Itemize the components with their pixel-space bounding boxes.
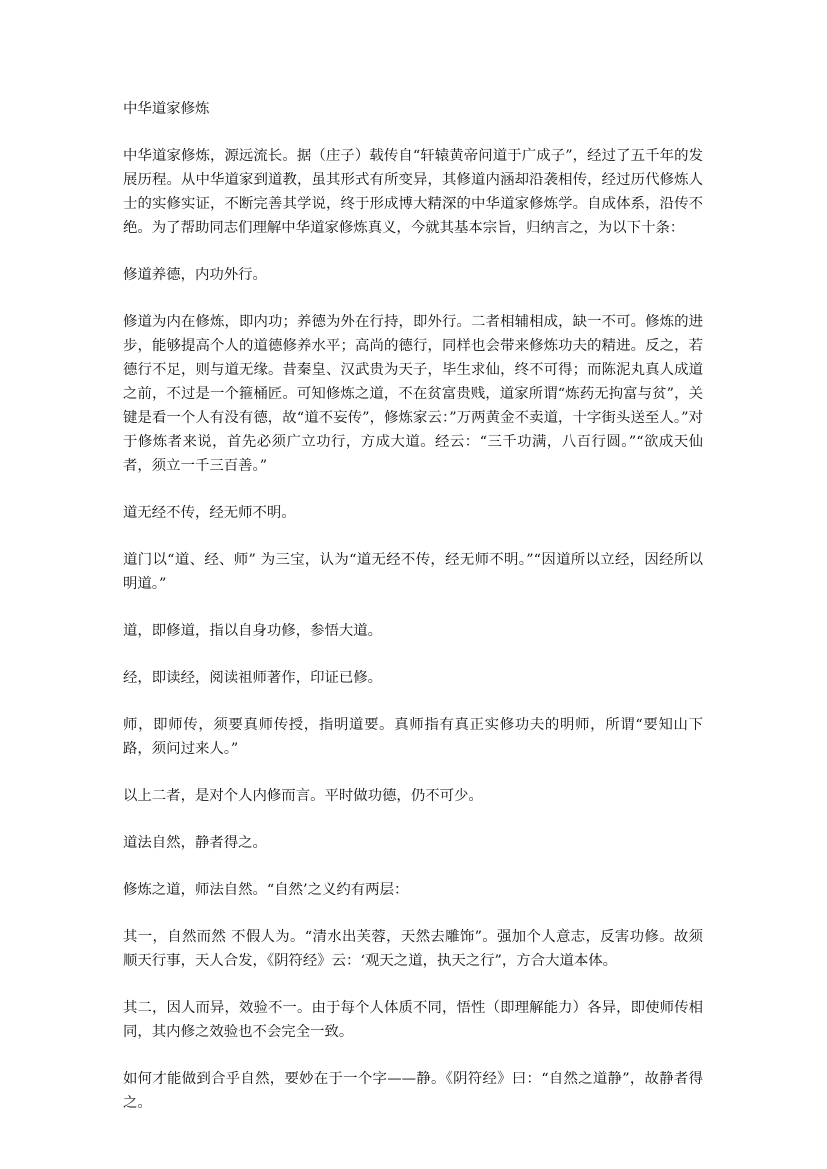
paragraph-scripture: 经，即读经，阅读祖师著作，印证已修。 [123,670,383,686]
paragraph-three-treasures: 道门以“道、经、师” 为三宝，认为“道无经不传，经无师不明。”“因道所以立经，因经所以明道。” [123,552,703,592]
paragraph-natural-second: 其二，因人而异，效验不一。由于每个人体质不同，悟性（即理解能力）各异，即使师传相同，其内修之效验也不会完全一致。 [123,1000,703,1040]
paragraph-natural-first: 其一，自然而然 不假人为。“清水出芙蓉，天然去雕饰”。强加个人意志，反害功修。故须顺天行事，天人合发，《阴符经》云：‘观天之道，执天之行”，方合大道本体。 [123,929,703,969]
paragraph-intro: 中华道家修炼，源远流长。据（庄子）载传自“轩辕黄帝问道于广成子”，经过了五千年的发展历程。从中华道家到道教，虽其形式有所变异，其修道内涵却沿袭相传，经过历代修炼人士的实修实证，不断完善其学说，终于形成博大精深的中华道家修炼学。自成体系，沿传不绝。为了帮助同志们理解中华道家修炼真义，今就其基本宗旨，归纳言之，为以下十条： [123,148,703,236]
section-heading-natural-way: 道法自然，静者得之。 [123,835,267,851]
document-title: 中华道家修炼 [123,101,210,117]
paragraph-summary: 以上二者，是对个人内修而言。平时做功德，仍不可少。 [123,788,483,804]
section-heading-cultivate-virtue: 修道养德，内功外行。 [123,267,267,283]
paragraph-natural-intro: 修炼之道，师法自然。“自然’之义约有两层： [123,882,409,898]
document-page [123,97,703,1138]
paragraph-virtue: 修道为内在修炼，即内功；养德为外在行持，即外行。二者相辅相成，缺一不可。修炼的进步，能够提高个人的道德修养水平；高尚的德行，同样也会带来修炼功夫的精进。反之，若德行不足，则与道无缘。昔秦皇、汉武贵为天子，毕生求仙，终不可得；而陈泥丸真人成道之前，不过是一个箍桶匠。可知修炼之道，不在贫富贵贱，道家所谓“炼药无拘富与贫”，关键是看一个人有没有德，故“道不妄传”，修炼家云：”万两黄金不卖道，十字街头送至人。”对于修炼者来说，首先必须广立功行，方成大道。经云：“三千功满，八百行圆。”“欲成天仙者，须立一千三百善。” [123,314,703,474]
section-heading-scripture-master: 道无经不传，经无师不明。 [123,505,296,521]
paragraph-dao: 道，即修道，指以自身功修，参悟大道。 [123,623,383,639]
paragraph-master: 师，即师传，须要真师传授，指明道要。真师指有真正实修功夫的明师，所谓“要知山下路，须问过来人。” [123,717,703,757]
paragraph-stillness: 如何才能做到合乎自然，要妙在于一个字——静。《阴符经》曰：“自然之道静”，故静者得之。 [123,1071,703,1111]
